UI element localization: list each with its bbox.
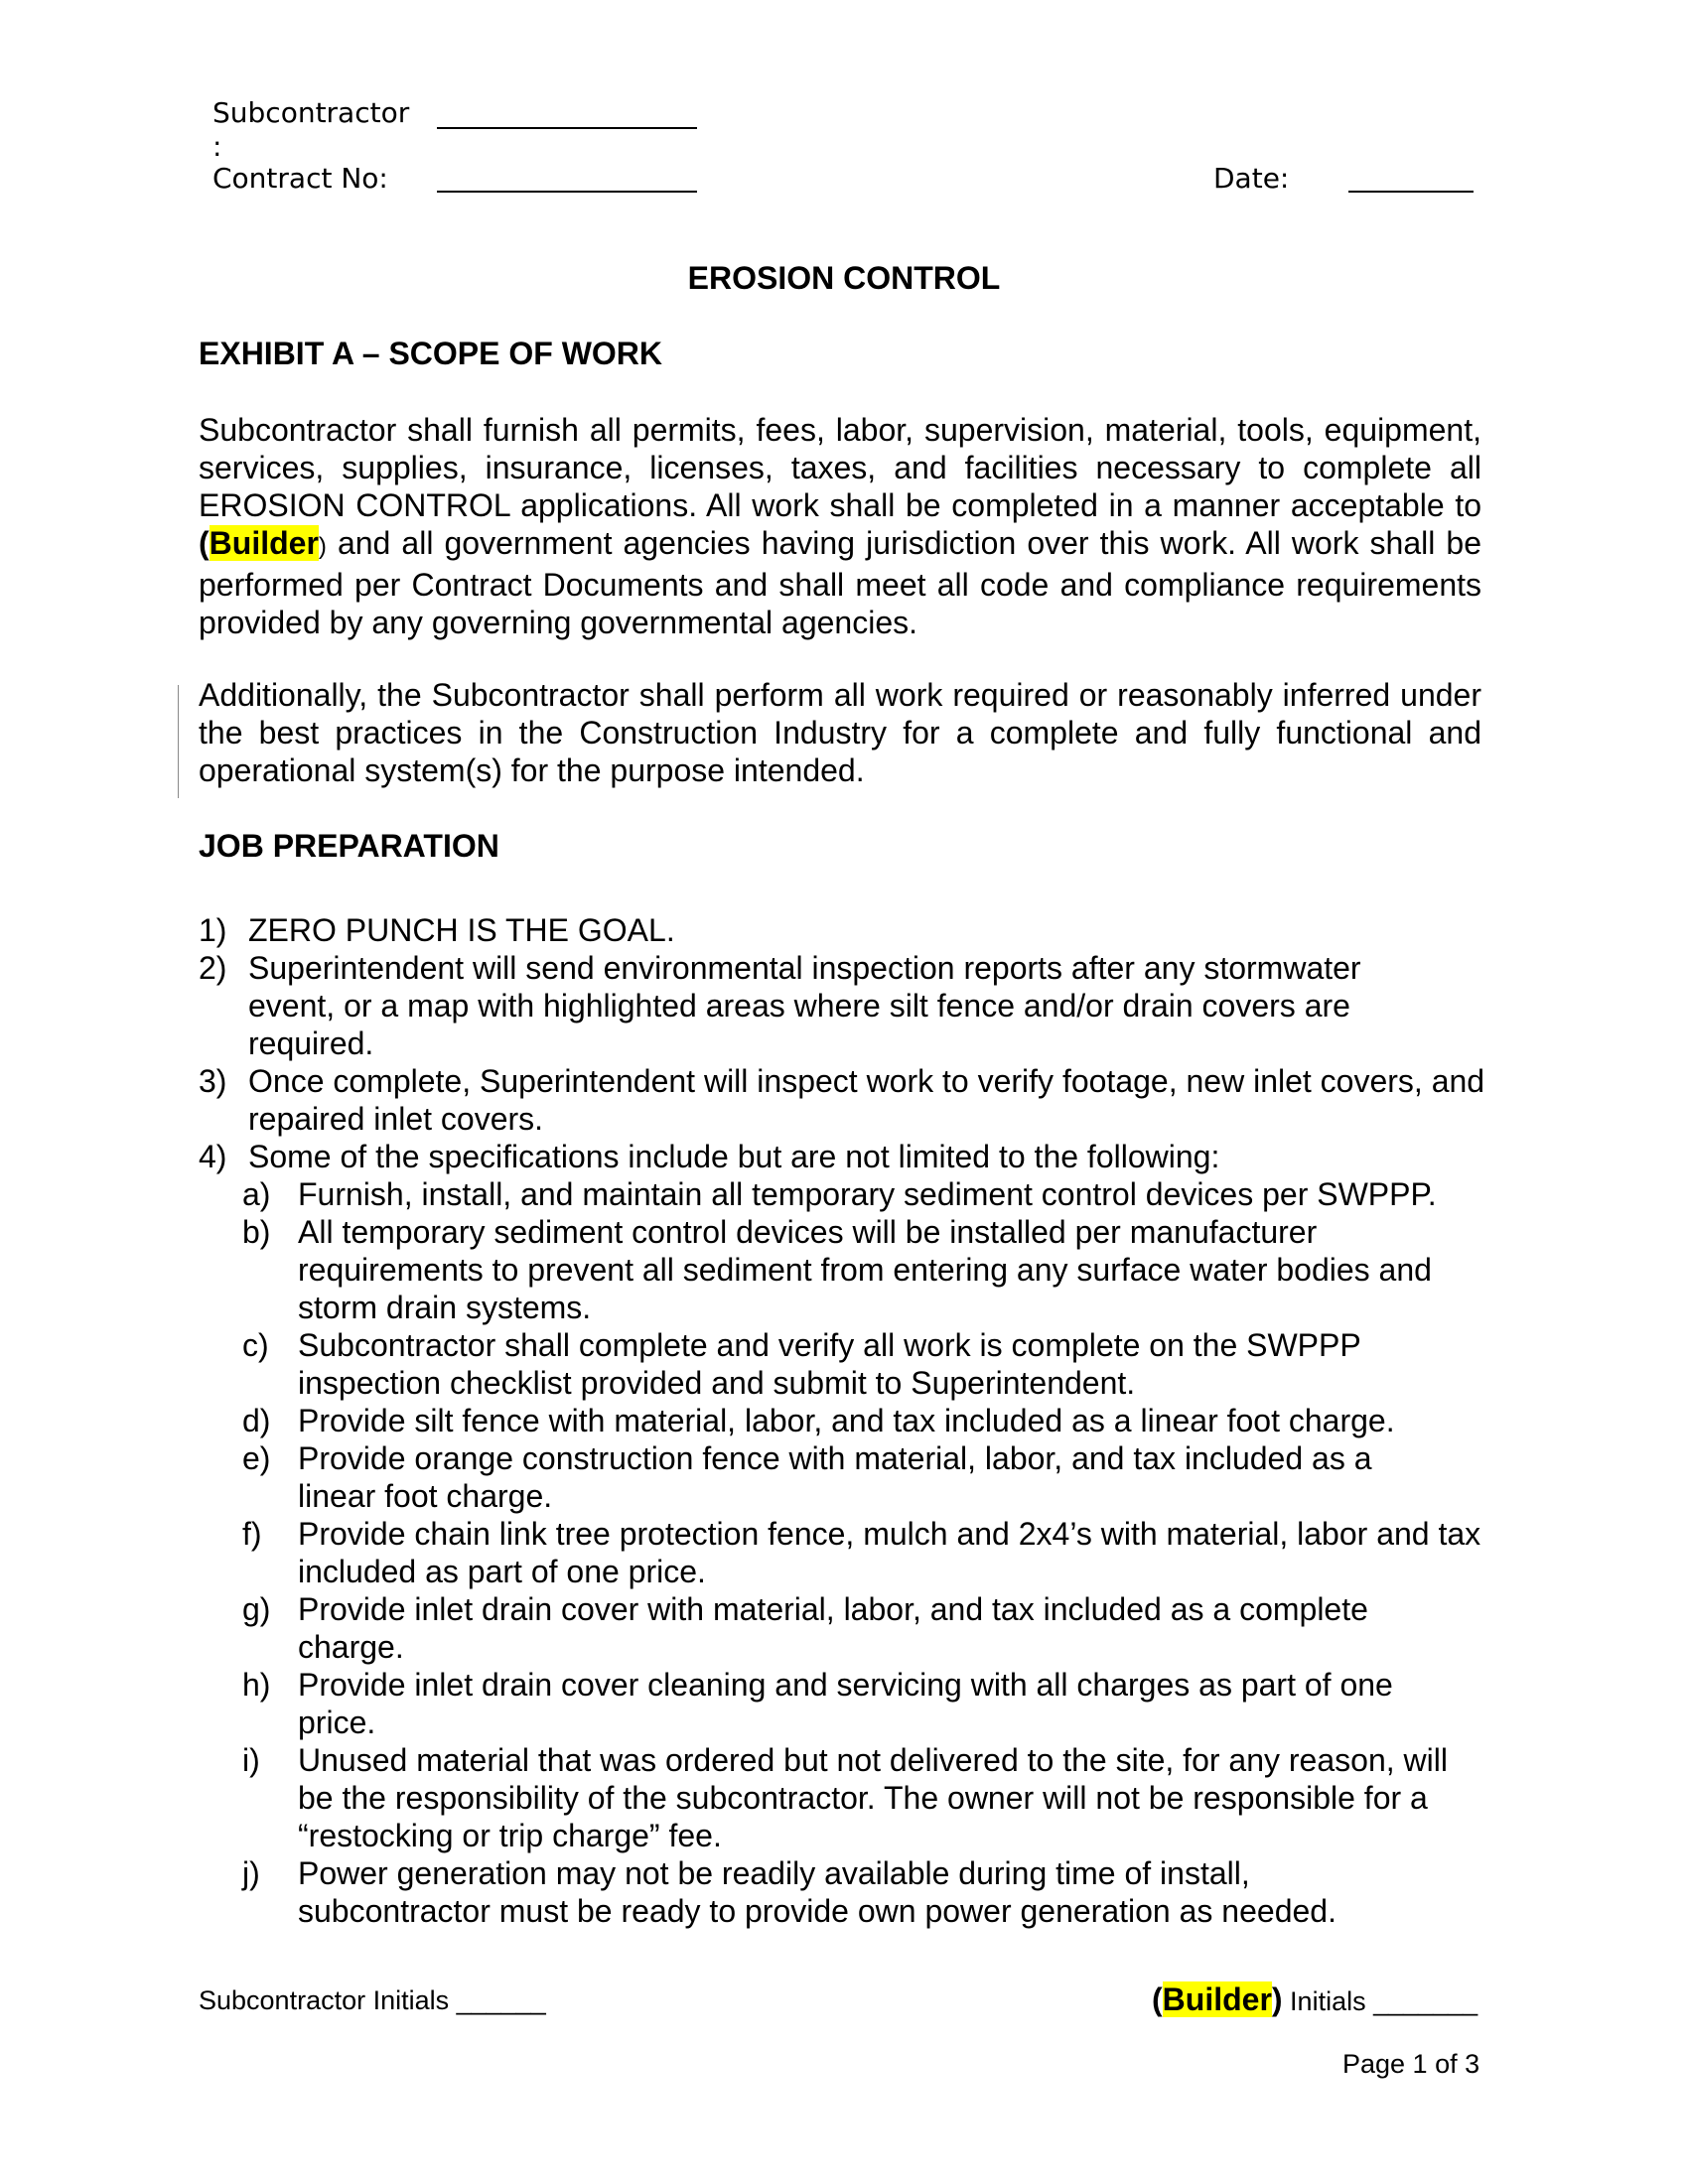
subcontractor-label-text: Subcontractor: [212, 96, 410, 129]
sub-list-item-letter: b): [242, 1214, 271, 1250]
builder-placeholder: Builder: [209, 525, 319, 561]
job-preparation-heading: JOB PREPARATION: [199, 828, 499, 864]
contract-no-label: [212, 163, 388, 195]
subcontractor-initials: Subcontractor Initials ______: [199, 1985, 546, 2015]
sub-list-item: [199, 1515, 1489, 1590]
subcontractor-label: [212, 97, 409, 129]
builder-initials-placeholder: Builder: [1162, 1981, 1272, 2017]
sub-list-item-text: Provide chain link tree protection fence, mulch and 2x4’s with material, labor and tax included as part of one price.: [298, 1516, 1481, 1589]
subcontractor-colon: [212, 131, 221, 163]
sub-list-item-letter: i): [242, 1742, 260, 1778]
list-item-text: Superintendent will send environmental inspection reports after any stormwater event, or a map with highlighted areas where silt fence and/or drain covers are required.: [248, 950, 1361, 1061]
date-label-text: Date:: [1213, 162, 1290, 195]
date-field[interactable]: [1348, 191, 1474, 193]
revision-change-bar: [178, 685, 179, 798]
sub-list-item: [199, 1854, 1489, 1930]
list-item: [199, 1062, 1489, 1138]
sub-list-item-text: Provide inlet drain cover cleaning and servicing with all charges as part of one price.: [298, 1667, 1393, 1740]
sub-list-item: [199, 1326, 1489, 1402]
contract-no-label-text: Contract No:: [212, 162, 388, 195]
builder-initials-text: Initials _______: [1282, 1986, 1478, 2016]
sub-list-item-letter: d): [242, 1403, 271, 1438]
builder-paren-open: (: [199, 525, 210, 561]
additional-paragraph: Additionally, the Subcontractor shall perform all work required or reasonably inferred under the best practices in the Construction Industry for a complete and fully functional and operational system(s) for the purpose intended.: [199, 677, 1481, 788]
sub-list-item-text: Furnish, install, and maintain all temporary sediment control devices per SWPPP.: [298, 1176, 1437, 1212]
document-title: EROSION CONTROL: [687, 260, 1001, 296]
job-preparation-list: [199, 911, 1489, 1930]
sub-list-item-text: Power generation may not be readily available during time of install, subcontractor must be ready to provide own power generation as needed.: [298, 1855, 1336, 1929]
sub-list-item-letter: a): [242, 1176, 271, 1212]
sub-list-item-text: Provide inlet drain cover with material, labor, and tax included as a complete charge.: [298, 1591, 1368, 1665]
scope-paragraph: [199, 411, 1481, 641]
list-item: [199, 949, 1489, 1062]
sub-list-item-text: Provide silt fence with material, labor, and tax included as a linear foot charge.: [298, 1403, 1395, 1438]
builder-paren-close: ): [318, 533, 327, 560]
page-number: Page 1 of 3: [1342, 2049, 1480, 2079]
builder-initials: [1152, 1981, 1477, 2018]
scope-paragraph-text-start: Subcontractor shall furnish all permits, fees, labor, supervision, material, tools, equipment, services, supplies, insurance, licenses, taxes, and facilities necessary to complete all EROSION CONTROL applications. All work shall be completed in a manner acceptable to: [199, 412, 1481, 523]
list-item-number: 3): [199, 1063, 227, 1099]
sub-list-item: [199, 1402, 1489, 1439]
sub-list-item: [199, 1741, 1489, 1854]
contract-no-field[interactable]: [437, 191, 697, 193]
date-label: [1213, 163, 1289, 195]
sub-list-item-letter: f): [242, 1516, 262, 1552]
sub-list-item-text: Unused material that was ordered but not delivered to the site, for any reason, will be the responsibility of the subcontractor. The owner will not be responsible for a “restocking or trip charge” fee.: [298, 1742, 1448, 1853]
builder-initials-paren-open: (: [1152, 1981, 1163, 2017]
sub-list-item: [199, 1213, 1489, 1326]
exhibit-heading: EXHIBIT A – SCOPE OF WORK: [199, 336, 662, 371]
sub-list-item: [199, 1666, 1489, 1741]
list-item-number: 1): [199, 912, 227, 948]
sub-list-item-letter: g): [242, 1591, 271, 1627]
list-item-text: ZERO PUNCH IS THE GOAL.: [248, 912, 675, 948]
sub-list-item-letter: h): [242, 1667, 271, 1703]
list-item-text: Once complete, Superintendent will inspect work to verify footage, new inlet covers, and repaired inlet covers.: [248, 1063, 1485, 1137]
scope-paragraph-text-end: and all government agencies having jurisdiction over this work. All work shall be performed per Contract Documents and shall meet all code and compliance requirements provided by any governing governmental agencies.: [199, 525, 1481, 640]
list-item-number: 2): [199, 950, 227, 986]
sub-list-item-letter: c): [242, 1327, 269, 1363]
sub-list-item: [199, 1175, 1489, 1213]
sub-list-item-text: Subcontractor shall complete and verify all work is complete on the SWPPP inspection checklist provided and submit to Superintendent.: [298, 1327, 1361, 1401]
sub-list-item-letter: e): [242, 1440, 271, 1476]
list-item-text: Some of the specifications include but are not limited to the following:: [248, 1139, 1220, 1174]
builder-initials-paren-close: ): [1271, 1981, 1283, 2017]
list-item-number: 4): [199, 1139, 227, 1174]
list-item: [199, 1138, 1489, 1175]
subcontractor-colon-text: :: [212, 130, 222, 163]
sub-list-item-text: All temporary sediment control devices will be installed per manufacturer requirements to prevent all sediment from entering any surface water bodies and storm drain systems.: [298, 1214, 1432, 1325]
sub-list-item-text: Provide orange construction fence with material, labor, and tax included as a linear foot charge.: [298, 1440, 1372, 1514]
sub-list-item: [199, 1439, 1489, 1515]
list-item: [199, 911, 1489, 949]
subcontractor-field[interactable]: [437, 127, 697, 129]
sub-list-item-letter: j): [242, 1855, 260, 1891]
sub-list-item: [199, 1590, 1489, 1666]
